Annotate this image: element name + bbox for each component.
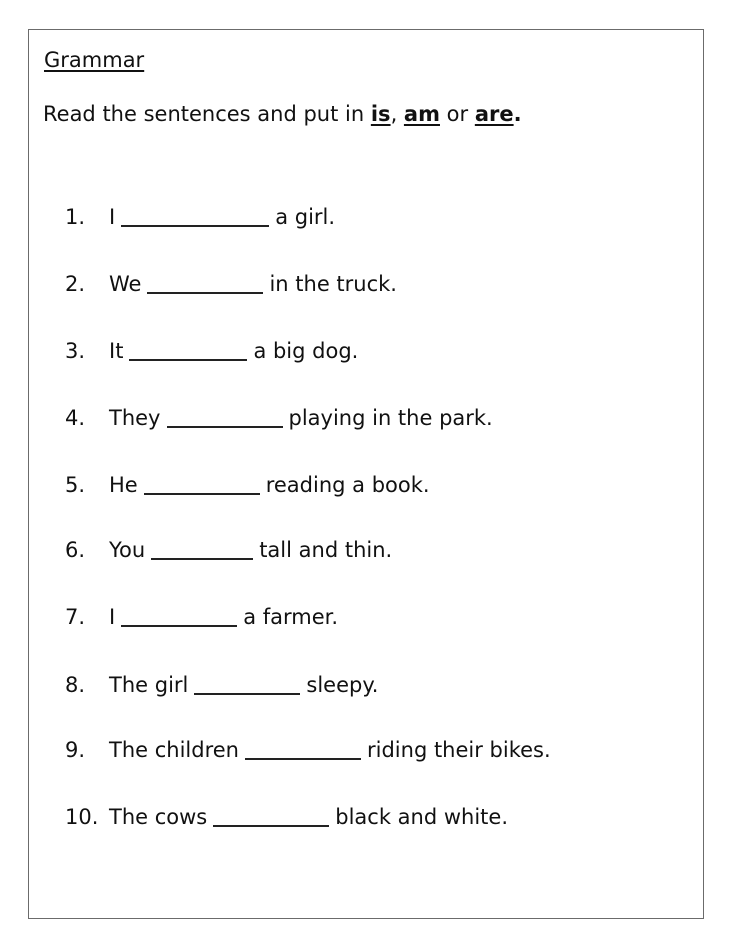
sentence-item (65, 338, 358, 363)
item-before-text: I (109, 605, 116, 629)
answer-blank[interactable] (213, 804, 329, 827)
keyword-is: is (370, 102, 391, 126)
item-after-text: reading a book. (265, 473, 430, 497)
item-after-text: a farmer. (243, 605, 339, 629)
instructions (43, 102, 522, 126)
item-number: 10. (65, 805, 99, 829)
answer-blank[interactable] (194, 672, 300, 695)
item-after-text: riding their bikes. (367, 738, 551, 762)
item-after-text: tall and thin. (259, 538, 393, 562)
keyword-are: are (474, 102, 514, 126)
item-after-text: playing in the park. (288, 406, 493, 430)
answer-blank[interactable] (245, 737, 361, 760)
sentence-item (65, 672, 378, 697)
item-before-text: We (109, 272, 142, 296)
item-before-text: The cows (109, 805, 208, 829)
keyword-am: am (403, 102, 440, 126)
item-number: 4. (65, 406, 86, 430)
sentence-item (65, 405, 493, 430)
sentence-item (65, 804, 508, 829)
sentence-item (65, 737, 551, 762)
answer-blank[interactable] (121, 204, 269, 227)
instructions-prefix: Read the sentences and put in (43, 102, 371, 126)
sentence-item (65, 604, 338, 629)
item-number: 5. (65, 473, 86, 497)
sentence-item (65, 204, 665, 229)
item-before-text: It (109, 339, 124, 363)
item-number: 6. (65, 538, 86, 562)
item-number: 1. (65, 205, 86, 229)
item-after-text: in the truck. (269, 272, 397, 296)
item-number: 2. (65, 272, 86, 296)
item-number: 8. (65, 673, 86, 697)
sentence-item (65, 472, 430, 497)
instructions-separator-1: , (390, 102, 404, 126)
worksheet-page (28, 29, 704, 919)
answer-blank[interactable] (129, 338, 247, 361)
sentence-item (65, 271, 397, 296)
instructions-separator-2: or (439, 102, 475, 126)
item-number: 7. (65, 605, 86, 629)
item-before-text: I (109, 205, 116, 229)
item-after-text: black and white. (335, 805, 508, 829)
answer-blank[interactable] (147, 271, 263, 294)
answer-blank[interactable] (121, 604, 237, 627)
item-before-text: They (109, 406, 161, 430)
item-before-text: He (109, 473, 138, 497)
instructions-suffix: . (513, 102, 522, 126)
item-number: 9. (65, 738, 86, 762)
item-number: 3. (65, 339, 86, 363)
item-before-text: The girl (109, 673, 189, 697)
item-after-text: a big dog. (253, 339, 359, 363)
answer-blank[interactable] (151, 537, 253, 560)
item-after-text: a girl. (275, 205, 336, 229)
answer-blank[interactable] (167, 405, 283, 428)
item-before-text: The children (109, 738, 239, 762)
sentence-item (65, 537, 392, 562)
item-after-text: sleepy. (306, 673, 379, 697)
item-before-text: You (109, 538, 146, 562)
answer-blank[interactable] (144, 472, 260, 495)
worksheet-title: Grammar (44, 48, 145, 72)
